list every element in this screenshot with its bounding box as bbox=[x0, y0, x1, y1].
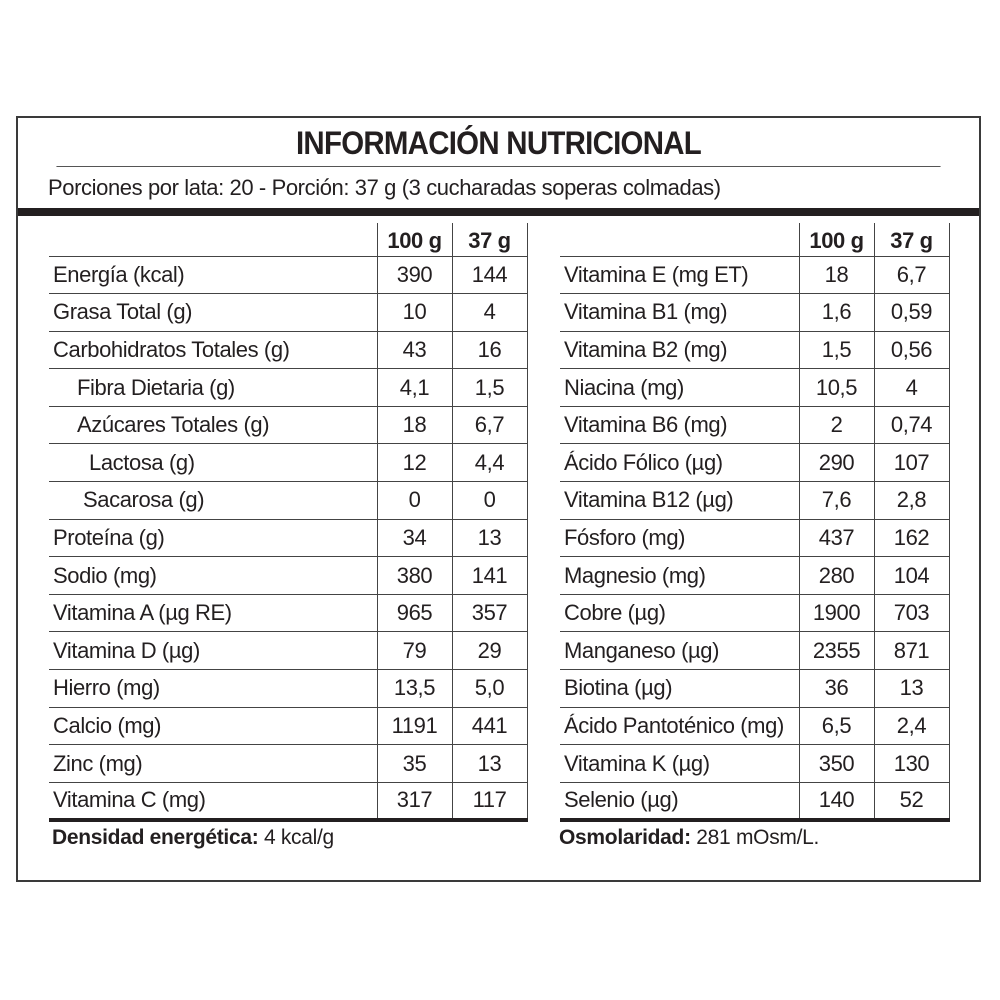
nutrient-name: Energía (kcal) bbox=[49, 256, 377, 294]
value-37g: 13 bbox=[452, 745, 527, 783]
nutrient-row bbox=[49, 482, 527, 520]
value-100g: 140 bbox=[799, 782, 874, 820]
osmolarity bbox=[559, 826, 819, 850]
value-100g: 18 bbox=[377, 406, 452, 444]
divider-bar bbox=[18, 208, 979, 216]
value-100g: 1900 bbox=[799, 594, 874, 632]
value-37g: 1,5 bbox=[452, 369, 527, 407]
nutrient-name: Ácido Pantoténico (mg) bbox=[560, 707, 799, 745]
value-100g: 390 bbox=[377, 256, 452, 294]
value-100g: 317 bbox=[377, 782, 452, 820]
nutrient-name: Vitamina C (mg) bbox=[49, 782, 377, 820]
nutrient-row bbox=[49, 557, 527, 595]
value-100g: 2355 bbox=[799, 632, 874, 670]
nutrients-table-left bbox=[49, 223, 528, 822]
value-37g: 162 bbox=[874, 519, 949, 557]
value-37g: 871 bbox=[874, 632, 949, 670]
nutrient-name: Selenio (µg) bbox=[560, 782, 799, 820]
value-37g: 703 bbox=[874, 594, 949, 632]
nutrient-name: Carbohidratos Totales (g) bbox=[49, 331, 377, 369]
value-37g: 4 bbox=[452, 294, 527, 332]
osmolarity-label: Osmolaridad: bbox=[559, 826, 691, 849]
serving-info: Porciones por lata: 20 - Porción: 37 g (3 cucharadas soperas colmadas) bbox=[48, 175, 721, 200]
value-37g: 117 bbox=[452, 782, 527, 820]
value-37g: 0,56 bbox=[874, 331, 949, 369]
nutrient-name: Vitamina B2 (mg) bbox=[560, 331, 799, 369]
value-37g: 130 bbox=[874, 745, 949, 783]
nutrient-name: Calcio (mg) bbox=[49, 707, 377, 745]
value-100g: 79 bbox=[377, 632, 452, 670]
value-37g: 4,4 bbox=[452, 444, 527, 482]
value-100g: 34 bbox=[377, 519, 452, 557]
nutrient-row bbox=[49, 294, 527, 332]
nutrient-row bbox=[560, 482, 949, 520]
panel-title: INFORMACIÓN NUTRICIONAL bbox=[56, 118, 940, 167]
value-100g: 6,5 bbox=[799, 707, 874, 745]
header-37g: 37 g bbox=[452, 223, 527, 256]
nutrient-name: Proteína (g) bbox=[49, 519, 377, 557]
nutrient-row bbox=[560, 707, 949, 745]
nutrient-row bbox=[560, 294, 949, 332]
nutrient-name: Vitamina B6 (mg) bbox=[560, 406, 799, 444]
nutrient-row bbox=[49, 369, 527, 407]
nutrient-row bbox=[560, 444, 949, 482]
value-100g: 4,1 bbox=[377, 369, 452, 407]
nutrient-name: Lactosa (g) bbox=[49, 444, 377, 482]
value-100g: 1191 bbox=[377, 707, 452, 745]
nutrient-row bbox=[49, 594, 527, 632]
header-100g: 100 g bbox=[799, 223, 874, 256]
value-100g: 12 bbox=[377, 444, 452, 482]
nutrition-facts-panel bbox=[16, 116, 981, 882]
nutrient-name: Vitamina B12 (µg) bbox=[560, 482, 799, 520]
nutrient-row bbox=[560, 594, 949, 632]
nutrient-row bbox=[560, 331, 949, 369]
nutrient-row bbox=[49, 256, 527, 294]
nutrient-name: Vitamina D (µg) bbox=[49, 632, 377, 670]
nutrient-name: Ácido Fólico (µg) bbox=[560, 444, 799, 482]
nutrient-name: Vitamina A (µg RE) bbox=[49, 594, 377, 632]
nutrient-row bbox=[49, 632, 527, 670]
nutrient-name: Niacina (mg) bbox=[560, 369, 799, 407]
header-blank bbox=[49, 223, 377, 256]
value-37g: 104 bbox=[874, 557, 949, 595]
nutrient-name: Fibra Dietaria (g) bbox=[49, 369, 377, 407]
nutrient-name: Biotina (µg) bbox=[560, 670, 799, 708]
value-37g: 141 bbox=[452, 557, 527, 595]
value-100g: 10,5 bbox=[799, 369, 874, 407]
nutrient-row bbox=[560, 632, 949, 670]
nutrient-row bbox=[560, 670, 949, 708]
value-100g: 965 bbox=[377, 594, 452, 632]
value-37g: 13 bbox=[874, 670, 949, 708]
value-100g: 437 bbox=[799, 519, 874, 557]
nutrient-name: Fósforo (mg) bbox=[560, 519, 799, 557]
nutrient-name: Vitamina E (mg ET) bbox=[560, 256, 799, 294]
value-37g: 107 bbox=[874, 444, 949, 482]
nutrient-row bbox=[49, 331, 527, 369]
osmolarity-value: 281 mOsm/L. bbox=[690, 826, 820, 849]
nutrient-name: Cobre (µg) bbox=[560, 594, 799, 632]
value-100g: 43 bbox=[377, 331, 452, 369]
nutrient-row bbox=[49, 444, 527, 482]
nutrient-name: Azúcares Totales (g) bbox=[49, 406, 377, 444]
value-100g: 350 bbox=[799, 745, 874, 783]
value-100g: 18 bbox=[799, 256, 874, 294]
nutrient-name: Vitamina B1 (mg) bbox=[560, 294, 799, 332]
nutrient-row bbox=[49, 745, 527, 783]
value-37g: 0,74 bbox=[874, 406, 949, 444]
nutrient-name: Vitamina K (µg) bbox=[560, 745, 799, 783]
header-37g: 37 g bbox=[874, 223, 949, 256]
value-37g: 0,59 bbox=[874, 294, 949, 332]
nutrient-name: Manganeso (µg) bbox=[560, 632, 799, 670]
energy-density-label: Densidad energética: bbox=[52, 826, 259, 849]
energy-density-value: 4 kcal/g bbox=[258, 826, 334, 849]
nutrient-row bbox=[560, 256, 949, 294]
nutrient-row bbox=[560, 369, 949, 407]
value-37g: 2,8 bbox=[874, 482, 949, 520]
nutrient-row bbox=[49, 406, 527, 444]
value-100g: 290 bbox=[799, 444, 874, 482]
nutrient-row bbox=[560, 406, 949, 444]
value-37g: 5,0 bbox=[452, 670, 527, 708]
nutrient-row bbox=[49, 670, 527, 708]
value-100g: 35 bbox=[377, 745, 452, 783]
value-37g: 52 bbox=[874, 782, 949, 820]
nutrient-name: Hierro (mg) bbox=[49, 670, 377, 708]
value-37g: 357 bbox=[452, 594, 527, 632]
value-100g: 1,6 bbox=[799, 294, 874, 332]
value-37g: 16 bbox=[452, 331, 527, 369]
value-100g: 280 bbox=[799, 557, 874, 595]
value-37g: 4 bbox=[874, 369, 949, 407]
nutrient-row bbox=[560, 782, 949, 820]
value-37g: 29 bbox=[452, 632, 527, 670]
nutrient-name: Sacarosa (g) bbox=[49, 482, 377, 520]
value-37g: 441 bbox=[452, 707, 527, 745]
value-100g: 1,5 bbox=[799, 331, 874, 369]
value-100g: 36 bbox=[799, 670, 874, 708]
value-37g: 6,7 bbox=[874, 256, 949, 294]
value-100g: 380 bbox=[377, 557, 452, 595]
nutrient-row bbox=[560, 519, 949, 557]
nutrient-name: Magnesio (mg) bbox=[560, 557, 799, 595]
nutrient-name: Zinc (mg) bbox=[49, 745, 377, 783]
header-blank bbox=[560, 223, 799, 256]
value-100g: 2 bbox=[799, 406, 874, 444]
value-100g: 13,5 bbox=[377, 670, 452, 708]
nutrient-name: Sodio (mg) bbox=[49, 557, 377, 595]
value-37g: 2,4 bbox=[874, 707, 949, 745]
value-37g: 144 bbox=[452, 256, 527, 294]
value-37g: 6,7 bbox=[452, 406, 527, 444]
value-100g: 10 bbox=[377, 294, 452, 332]
value-37g: 0 bbox=[452, 482, 527, 520]
nutrient-row bbox=[560, 557, 949, 595]
nutrient-row bbox=[49, 707, 527, 745]
header-100g: 100 g bbox=[377, 223, 452, 256]
nutrient-row bbox=[560, 745, 949, 783]
nutrients-table-right bbox=[560, 223, 950, 822]
value-100g: 0 bbox=[377, 482, 452, 520]
value-100g: 7,6 bbox=[799, 482, 874, 520]
nutrient-row bbox=[49, 519, 527, 557]
energy-density bbox=[52, 826, 334, 850]
nutrient-name: Grasa Total (g) bbox=[49, 294, 377, 332]
value-37g: 13 bbox=[452, 519, 527, 557]
nutrient-row bbox=[49, 782, 527, 820]
